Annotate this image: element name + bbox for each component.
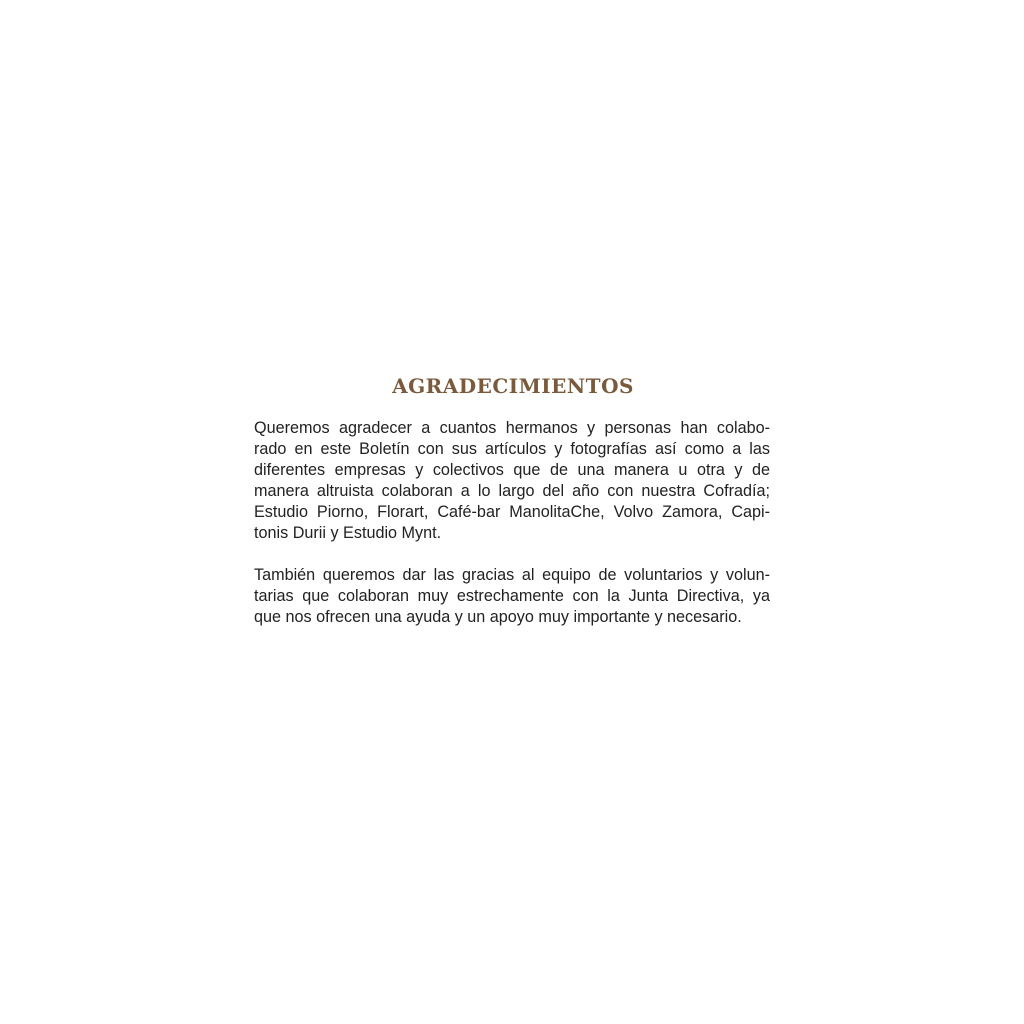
text-line: Queremos agradecer a cuantos hermanos y personas han colabo- bbox=[254, 419, 770, 437]
text-line: tarias que colaboran muy estrechamente con la Junta Directiva, ya bbox=[254, 587, 770, 605]
page-title: AGRADECIMIENTOS bbox=[392, 374, 634, 398]
text-line: manera altruista colaboran a lo largo del año con nuestra Cofradía; bbox=[254, 482, 770, 500]
acknowledgements-section bbox=[254, 372, 770, 628]
text-line: rado en este Boletín con sus artículos y fotografías así como a las bbox=[254, 440, 770, 458]
text-line: tonis Durii y Estudio Mynt. bbox=[254, 524, 442, 542]
text-line: que nos ofrecen una ayuda y un apoyo muy importante y necesario. bbox=[254, 608, 742, 626]
text-line: Estudio Piorno, Florart, Café-bar ManolitaChe, Volvo Zamora, Capi- bbox=[254, 503, 770, 521]
paragraph-thanks-collaborators bbox=[254, 418, 770, 544]
text-line: También queremos dar las gracias al equipo de voluntarios y volun- bbox=[254, 566, 770, 584]
paragraph-thanks-volunteers bbox=[254, 565, 770, 628]
text-line: diferentes empresas y colectivos que de una manera u otra y de bbox=[254, 461, 770, 479]
